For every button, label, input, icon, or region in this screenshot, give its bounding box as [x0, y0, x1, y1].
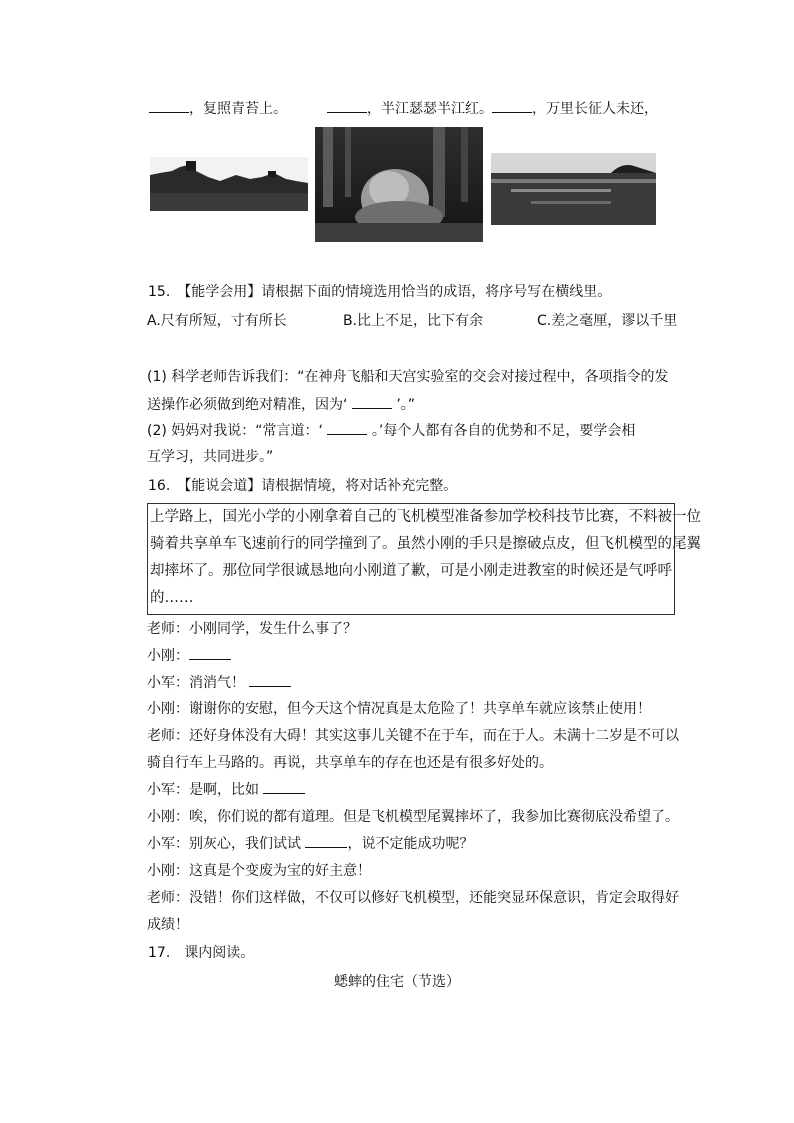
q15-option-b: B.比上不足，比下有余	[343, 313, 484, 329]
story-line: 骑着共享单车飞速前行的同学撞到了。虽然小刚的手只是擦破点皮，但飞机模型的尾翼	[150, 536, 701, 552]
poem-item-3: ，万里长征人未还，	[492, 99, 658, 119]
forest-moss-picture	[315, 127, 483, 242]
q15-title: 15. 【能学会用】请根据下面的情境选用恰当的成语，将序号写在横线里。	[148, 284, 612, 300]
answer-blank[interactable]	[352, 395, 392, 409]
sea-island-picture	[491, 153, 656, 225]
story-line: 上学路上，国光小学的小刚拿着自己的飞机模型准备参加学校科技节比赛，不料被一位	[150, 509, 701, 525]
dialogue-line: 老师：小刚同学，发生什么事了？	[147, 621, 357, 637]
answer-blank[interactable]	[149, 99, 189, 113]
dialogue-line: 骑自行车上马路的。再说，共享单车的存在也还是有很多好处的。	[147, 755, 553, 771]
q15-option-c: C.差之毫厘，谬以千里	[537, 313, 678, 329]
q15-item1-line1: (1) 科学老师告诉我们：“在神舟飞船和天宫实验室的交会对接过程中，各项指令的发	[147, 369, 669, 385]
dialogue-line: 小刚：唉，你们说的都有道理。但是飞机模型尾翼摔坏了，我参加比赛彻底没希望了。	[147, 809, 679, 825]
q15-item2-line1: (2) 妈妈对我说：“常言道：‘ 。’每个人都有各自的优势和不足，要学会相	[147, 423, 636, 439]
answer-blank[interactable]	[327, 99, 367, 113]
answer-blank[interactable]	[263, 780, 305, 794]
dialogue-line: 小军：消消气！	[147, 673, 291, 693]
dialogue-line: 老师：还好身体没有大碍！其实这事儿关键不在于车，而在于人。未满十二岁是不可以	[147, 728, 679, 744]
story-box	[147, 503, 701, 615]
story-line: 却摔坏了。那位同学很诚恳地向小刚道了歉，可是小刚走进教室的时候还是气呼呼	[150, 563, 672, 579]
q17-title: 17. 课内阅读。	[148, 945, 255, 961]
poem-item-2: ，半江瑟瑟半江红。	[327, 99, 493, 119]
answer-blank[interactable]	[305, 834, 347, 848]
poem-item-1: ，复照青苔上。	[149, 99, 287, 119]
answer-blank[interactable]	[492, 99, 532, 113]
q16-title: 16. 【能说会道】请根据情境，将对话补充完整。	[148, 478, 458, 494]
dialogue-line: 成绩！	[147, 917, 189, 933]
great-wall-picture	[150, 157, 308, 211]
dialogue-line: 小刚：这真是个变废为宝的好主意！	[147, 863, 371, 879]
answer-blank[interactable]	[189, 646, 231, 660]
answer-blank[interactable]	[327, 421, 367, 435]
dialogue-line: 小军：是啊，比如	[147, 780, 305, 800]
q15-option-a: A.尺有所短，寸有所长	[147, 313, 287, 329]
dialogue-line: 小军：别灰心，我们试试 ，说不定能成功呢？	[147, 836, 474, 852]
story-line: 的……	[150, 590, 194, 606]
answer-blank[interactable]	[249, 673, 291, 687]
q15-item2-line2: 互学习，共同进步。”	[147, 449, 274, 465]
q15-item1-line2: 送操作必须做到绝对精准，因为‘ ’。”	[147, 397, 416, 413]
dialogue-line: 老师：没错！你们这样做，不仅可以修好飞机模型，还能突显环保意识，肯定会取得好	[147, 890, 679, 906]
dialogue-line: 小刚：	[147, 646, 231, 666]
passage-title: 蟋蟀的住宅（节选）	[334, 974, 460, 990]
dialogue-line: 小刚：谢谢你的安慰，但今天这个情况真是太危险了！共享单车就应该禁止使用！	[147, 701, 651, 717]
